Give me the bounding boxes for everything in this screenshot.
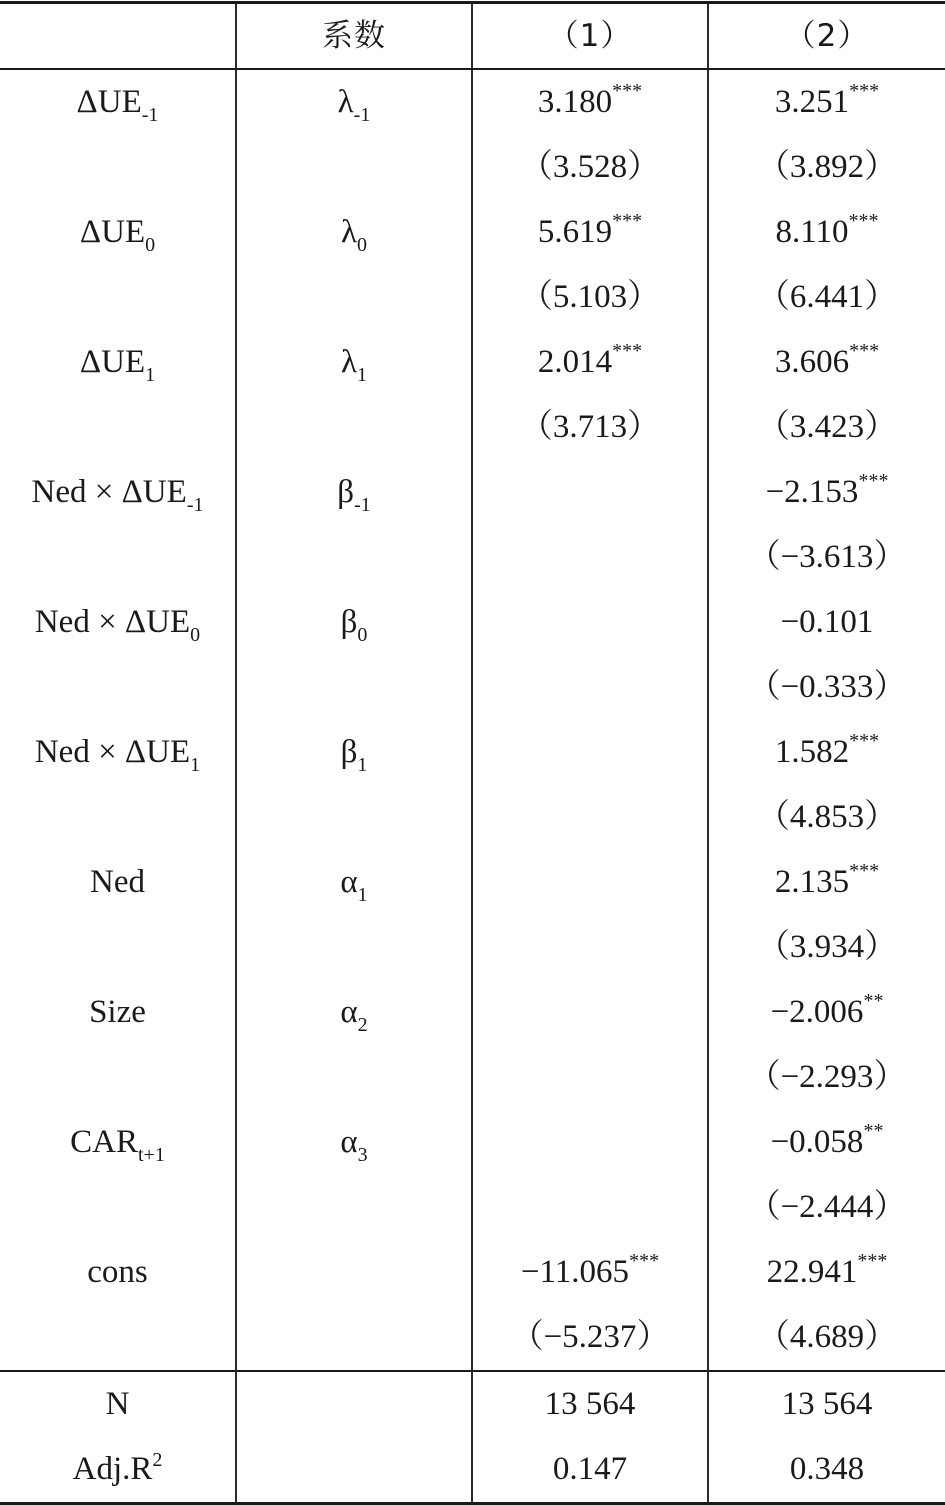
model-1-t-stat-cell	[472, 525, 708, 590]
variable-name: cons	[87, 1254, 148, 1290]
significance-stars: ***	[629, 1250, 660, 1272]
significance-stars: **	[863, 990, 884, 1012]
model-1-estimate-cell	[472, 460, 708, 525]
variable-name: ΔUE	[79, 344, 146, 380]
model-2-estimate: −0.101	[780, 604, 874, 640]
variable-cell	[0, 69, 236, 135]
paren-left: （	[747, 1059, 781, 1095]
model-2-estimate: −2.153	[765, 474, 859, 510]
variable-name: ΔUE	[76, 84, 142, 120]
variable-name: Ned × ΔUE	[34, 734, 191, 770]
coefficient-symbol: α	[340, 864, 358, 900]
model-2-t-stat-cell	[708, 525, 945, 590]
adj-r2-model-1: 0.147	[472, 1437, 708, 1504]
paren-left: （	[756, 149, 790, 185]
model-1-t-stat-cell	[472, 915, 708, 980]
table-row-coefficient	[0, 590, 945, 655]
coefficient-symbol-cell	[236, 850, 472, 915]
paren-left: （	[519, 409, 553, 445]
model-1-t-stat: 3.713	[552, 409, 628, 445]
model-2-t-stat-cell	[708, 1305, 945, 1371]
table-row-coefficient	[0, 330, 945, 395]
adj-r2-superscript: 2	[152, 1449, 163, 1471]
variable-name: Ned × ΔUE	[31, 474, 187, 510]
coefficient-cell-empty	[236, 785, 472, 850]
variable-name: Ned	[90, 864, 145, 900]
significance-stars: ***	[612, 80, 643, 102]
model-2-estimate: 22.941	[766, 1254, 858, 1290]
coefficient-cell-empty	[236, 135, 472, 200]
coefficient-cell-empty	[236, 395, 472, 460]
table-summary	[0, 1371, 945, 1504]
paren-left: （	[747, 1189, 781, 1225]
paren-right: ）	[873, 539, 907, 575]
coefficient-cell-empty	[236, 1175, 472, 1240]
model-1-t-stat: −5.237	[543, 1319, 637, 1355]
model-2-t-stat: 3.934	[789, 929, 865, 965]
coefficient-subscript: -1	[354, 494, 371, 516]
variable-name: Size	[89, 994, 146, 1030]
significance-stars: ***	[849, 730, 880, 752]
coefficient-cell-empty	[236, 525, 472, 590]
variable-cell	[0, 330, 236, 395]
model-2-estimate-cell	[708, 69, 945, 135]
variable-cell-empty	[0, 395, 236, 460]
model-2-t-stat-cell	[708, 135, 945, 200]
variable-subscript: 0	[190, 624, 201, 646]
model-2-estimate: −0.058	[770, 1124, 864, 1160]
model-1-estimate-cell	[472, 850, 708, 915]
model-2-t-stat: 4.689	[789, 1319, 865, 1355]
significance-stars: ***	[849, 860, 880, 882]
coefficient-subscript: -1	[353, 104, 371, 126]
variable-subscript: t+1	[138, 1144, 165, 1166]
model-1-t-stat-cell	[472, 1175, 708, 1240]
model-2-estimate-cell	[708, 1110, 945, 1175]
coefficient-symbol: λ	[337, 84, 354, 120]
variable-name: CAR	[70, 1124, 138, 1160]
paren-right: ）	[873, 1189, 907, 1225]
model-2-estimate-cell	[708, 330, 945, 395]
coefficient-subscript: 0	[357, 234, 367, 256]
table-row-t-statistic	[0, 1045, 945, 1110]
model-1-estimate-cell	[472, 69, 708, 135]
model-1-estimate: −11.065	[520, 1254, 630, 1290]
header-row	[0, 3, 945, 70]
variable-cell	[0, 980, 236, 1045]
model-2-t-stat: −0.333	[780, 669, 874, 705]
paren-right: ）	[873, 1059, 907, 1095]
variable-subscript: 0	[145, 234, 156, 256]
model-2-estimate: 1.582	[774, 734, 850, 770]
model-2-estimate: 2.135	[774, 864, 850, 900]
variable-subscript: -1	[141, 104, 159, 126]
summary-row-adj-r2	[0, 1437, 945, 1504]
adj-r2-coef-empty	[236, 1437, 472, 1504]
model-2-t-stat: −2.444	[780, 1189, 874, 1225]
model-2-t-stat: −2.293	[780, 1059, 874, 1095]
coefficient-symbol-cell	[236, 1110, 472, 1175]
paren-left: （	[756, 1319, 790, 1355]
model-1-estimate-cell	[472, 720, 708, 785]
model-1-t-stat-cell	[472, 395, 708, 460]
table-body	[0, 69, 945, 1371]
coefficient-symbol: β	[340, 734, 358, 770]
table-row-t-statistic	[0, 1305, 945, 1371]
table-row-coefficient	[0, 1110, 945, 1175]
model-2-estimate-cell	[708, 200, 945, 265]
variable-cell	[0, 850, 236, 915]
variable-cell-empty	[0, 135, 236, 200]
coefficient-symbol-cell	[236, 460, 472, 525]
table-row-t-statistic	[0, 395, 945, 460]
significance-stars: ***	[848, 210, 879, 232]
model-1-estimate: 2.014	[537, 344, 613, 380]
table-row-coefficient	[0, 720, 945, 785]
model-2-estimate: 3.251	[774, 84, 850, 120]
header-model-2: （2）	[708, 3, 945, 70]
paren-left: （	[519, 149, 553, 185]
table-row-t-statistic	[0, 655, 945, 720]
significance-stars: ***	[612, 210, 643, 232]
paren-left: （	[747, 539, 781, 575]
model-1-t-stat-cell	[472, 135, 708, 200]
coefficient-symbol-cell	[236, 1240, 472, 1305]
paren-right: ）	[627, 279, 661, 315]
model-2-t-stat-cell	[708, 655, 945, 720]
significance-stars: ***	[858, 470, 889, 492]
summary-row-n	[0, 1371, 945, 1437]
variable-cell	[0, 720, 236, 785]
coefficient-symbol: α	[340, 1124, 358, 1160]
table-row-coefficient	[0, 200, 945, 265]
variable-cell-empty	[0, 265, 236, 330]
model-2-estimate: 8.110	[775, 214, 849, 250]
coefficient-cell-empty	[236, 915, 472, 980]
n-model-2: 13 564	[708, 1371, 945, 1437]
paren-right: ）	[864, 279, 898, 315]
paren-right: ）	[873, 669, 907, 705]
adj-r2-label: Adj.R	[72, 1451, 153, 1487]
paren-right: ）	[864, 409, 898, 445]
table-row-coefficient	[0, 850, 945, 915]
variable-subscript: -1	[186, 494, 204, 516]
model-2-estimate-cell	[708, 1240, 945, 1305]
variable-name: ΔUE	[79, 214, 146, 250]
model-2-t-stat: 3.423	[789, 409, 865, 445]
significance-stars: ***	[849, 80, 880, 102]
paren-left: （	[747, 669, 781, 705]
variable-cell	[0, 1240, 236, 1305]
significance-stars: ***	[857, 1250, 888, 1272]
table-row-coefficient	[0, 980, 945, 1045]
coefficient-subscript: 1	[357, 364, 367, 386]
coefficient-symbol-cell	[236, 720, 472, 785]
paren-left: （	[756, 409, 790, 445]
model-1-t-stat-cell	[472, 1305, 708, 1371]
variable-cell-empty	[0, 915, 236, 980]
variable-cell-empty	[0, 1305, 236, 1371]
n-label: N	[0, 1371, 236, 1437]
n-coef-empty	[236, 1371, 472, 1437]
paren-right: ）	[864, 1319, 898, 1355]
model-2-t-stat-cell	[708, 1175, 945, 1240]
model-1-estimate-cell	[472, 980, 708, 1045]
model-1-estimate: 5.619	[537, 214, 613, 250]
model-2-estimate-cell	[708, 980, 945, 1045]
paren-left: （	[519, 279, 553, 315]
table-row-t-statistic	[0, 785, 945, 850]
variable-cell-empty	[0, 1045, 236, 1110]
adj-r2-model-2: 0.348	[708, 1437, 945, 1504]
paren-left: （	[510, 1319, 544, 1355]
coefficient-symbol: α	[340, 994, 358, 1030]
coefficient-subscript: 3	[357, 1144, 368, 1166]
model-2-t-stat: 6.441	[789, 279, 865, 315]
table-row-t-statistic	[0, 915, 945, 980]
coefficient-symbol: β	[337, 474, 355, 510]
coefficient-symbol-cell	[236, 590, 472, 655]
model-2-t-stat-cell	[708, 265, 945, 330]
paren-right: ）	[864, 799, 898, 835]
variable-cell	[0, 200, 236, 265]
coefficient-symbol-cell	[236, 200, 472, 265]
paren-left: （	[756, 929, 790, 965]
model-2-estimate-cell	[708, 460, 945, 525]
coefficient-cell-empty	[236, 1305, 472, 1371]
header-model-1: （1）	[472, 3, 708, 70]
variable-name: Ned × ΔUE	[34, 604, 191, 640]
model-1-t-stat-cell	[472, 265, 708, 330]
model-2-estimate-cell	[708, 720, 945, 785]
coefficient-symbol-cell	[236, 69, 472, 135]
table-row-coefficient	[0, 1240, 945, 1305]
paren-right: ）	[627, 409, 661, 445]
paren-right: ）	[864, 149, 898, 185]
coefficient-cell-empty	[236, 265, 472, 330]
model-1-t-stat: 5.103	[552, 279, 628, 315]
model-1-estimate-cell	[472, 1110, 708, 1175]
significance-stars: ***	[849, 340, 880, 362]
paren-right: ）	[627, 149, 661, 185]
paren-right: ）	[636, 1319, 670, 1355]
model-1-estimate-cell	[472, 330, 708, 395]
table-row-t-statistic	[0, 525, 945, 590]
variable-cell	[0, 590, 236, 655]
model-2-estimate-cell	[708, 590, 945, 655]
coefficient-symbol: λ	[340, 344, 357, 380]
variable-subscript: 1	[145, 364, 156, 386]
paren-left: （	[756, 799, 790, 835]
header-variable	[0, 3, 236, 70]
table-row-coefficient	[0, 460, 945, 525]
coefficient-subscript: 0	[357, 624, 368, 646]
model-2-t-stat-cell	[708, 915, 945, 980]
coefficient-subscript: 2	[357, 1014, 368, 1036]
coefficient-subscript: 1	[357, 754, 368, 776]
model-1-t-stat: 3.528	[552, 149, 628, 185]
model-1-estimate-cell	[472, 590, 708, 655]
table-row-t-statistic	[0, 265, 945, 330]
model-1-t-stat-cell	[472, 1045, 708, 1110]
coefficient-symbol: λ	[340, 214, 357, 250]
table-row-coefficient	[0, 69, 945, 135]
table-row-t-statistic	[0, 135, 945, 200]
variable-cell	[0, 460, 236, 525]
variable-cell-empty	[0, 785, 236, 850]
coefficient-symbol-cell	[236, 330, 472, 395]
n-model-1: 13 564	[472, 1371, 708, 1437]
variable-cell	[0, 1110, 236, 1175]
model-1-t-stat-cell	[472, 655, 708, 720]
model-2-t-stat-cell	[708, 1045, 945, 1110]
model-1-estimate-cell	[472, 200, 708, 265]
variable-subscript: 1	[190, 754, 201, 776]
model-2-estimate: 3.606	[774, 344, 850, 380]
model-2-estimate: −2.006	[770, 994, 864, 1030]
coefficient-subscript: 1	[357, 884, 368, 906]
model-2-t-stat: −3.613	[780, 539, 874, 575]
model-2-estimate-cell	[708, 850, 945, 915]
variable-cell-empty	[0, 525, 236, 590]
variable-cell-empty	[0, 655, 236, 720]
variable-cell-empty	[0, 1175, 236, 1240]
coefficient-symbol-cell	[236, 980, 472, 1045]
model-2-t-stat: 4.853	[789, 799, 865, 835]
coefficient-cell-empty	[236, 655, 472, 720]
regression-table	[0, 1, 945, 1505]
coefficient-cell-empty	[236, 1045, 472, 1110]
significance-stars: **	[863, 1120, 884, 1142]
model-1-estimate-cell	[472, 1240, 708, 1305]
header-coefficient: 系数	[236, 3, 472, 70]
coefficient-symbol: β	[340, 604, 358, 640]
model-2-t-stat: 3.892	[789, 149, 865, 185]
adj-r2-label-cell	[0, 1437, 236, 1504]
model-1-estimate: 3.180	[537, 84, 613, 120]
table-row-t-statistic	[0, 1175, 945, 1240]
significance-stars: ***	[612, 340, 643, 362]
model-2-t-stat-cell	[708, 785, 945, 850]
model-2-t-stat-cell	[708, 395, 945, 460]
paren-left: （	[756, 279, 790, 315]
paren-right: ）	[864, 929, 898, 965]
model-1-t-stat-cell	[472, 785, 708, 850]
table-header	[0, 3, 945, 70]
